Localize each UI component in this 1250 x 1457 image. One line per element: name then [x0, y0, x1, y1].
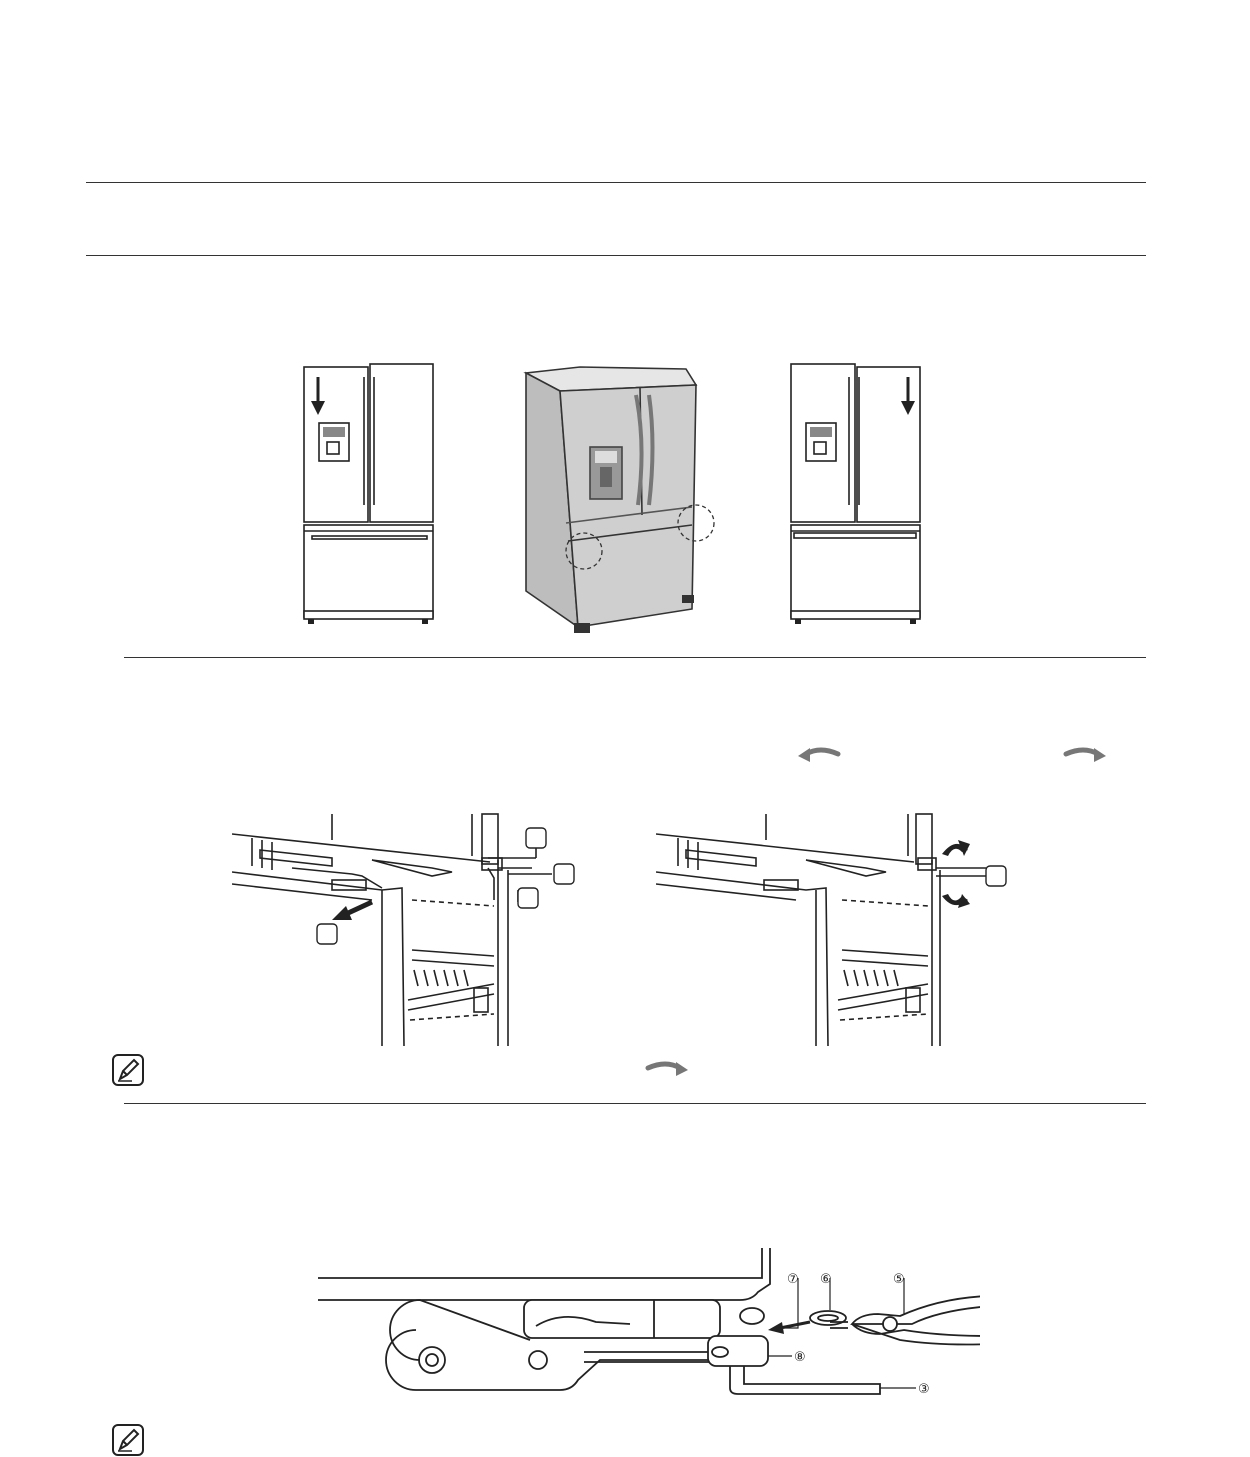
section-divider-1	[124, 657, 1146, 658]
curved-arrow-counterclockwise-icon	[796, 744, 842, 766]
fridge-front-right-door	[791, 364, 920, 619]
pliers-icon	[830, 1296, 980, 1345]
callout-3: ③	[918, 1382, 930, 1397]
header-rule-top	[86, 182, 1146, 183]
fridge-perspective	[526, 367, 714, 633]
callout-box	[518, 888, 538, 908]
curved-arrow-clockwise-icon	[644, 1058, 690, 1080]
callout-box	[317, 924, 337, 944]
callout-6: ⑥	[820, 1272, 832, 1287]
hinge-pliers-figure	[300, 1240, 980, 1400]
callout-box	[554, 864, 574, 884]
pull-arrow-icon	[332, 902, 372, 920]
rotate-arrow-icon	[942, 840, 970, 908]
callout-7: ⑦	[787, 1272, 799, 1287]
callout-box	[526, 828, 546, 848]
callout-8: ⑧	[794, 1350, 806, 1365]
callout-5: ⑤	[893, 1272, 905, 1287]
section-divider-2	[124, 1103, 1146, 1104]
door-hinge-closeup-left	[232, 810, 582, 1046]
header-rule-bottom	[86, 255, 1146, 256]
door-hinge-closeup-right	[656, 810, 1016, 1046]
note-pencil-icon	[112, 1424, 144, 1456]
note-pencil-icon	[112, 1054, 144, 1086]
curved-arrow-clockwise-icon	[1062, 744, 1108, 766]
e-ring-clip	[810, 1311, 846, 1325]
callout-box	[986, 866, 1006, 886]
refrigerator-views-figure	[290, 355, 950, 645]
